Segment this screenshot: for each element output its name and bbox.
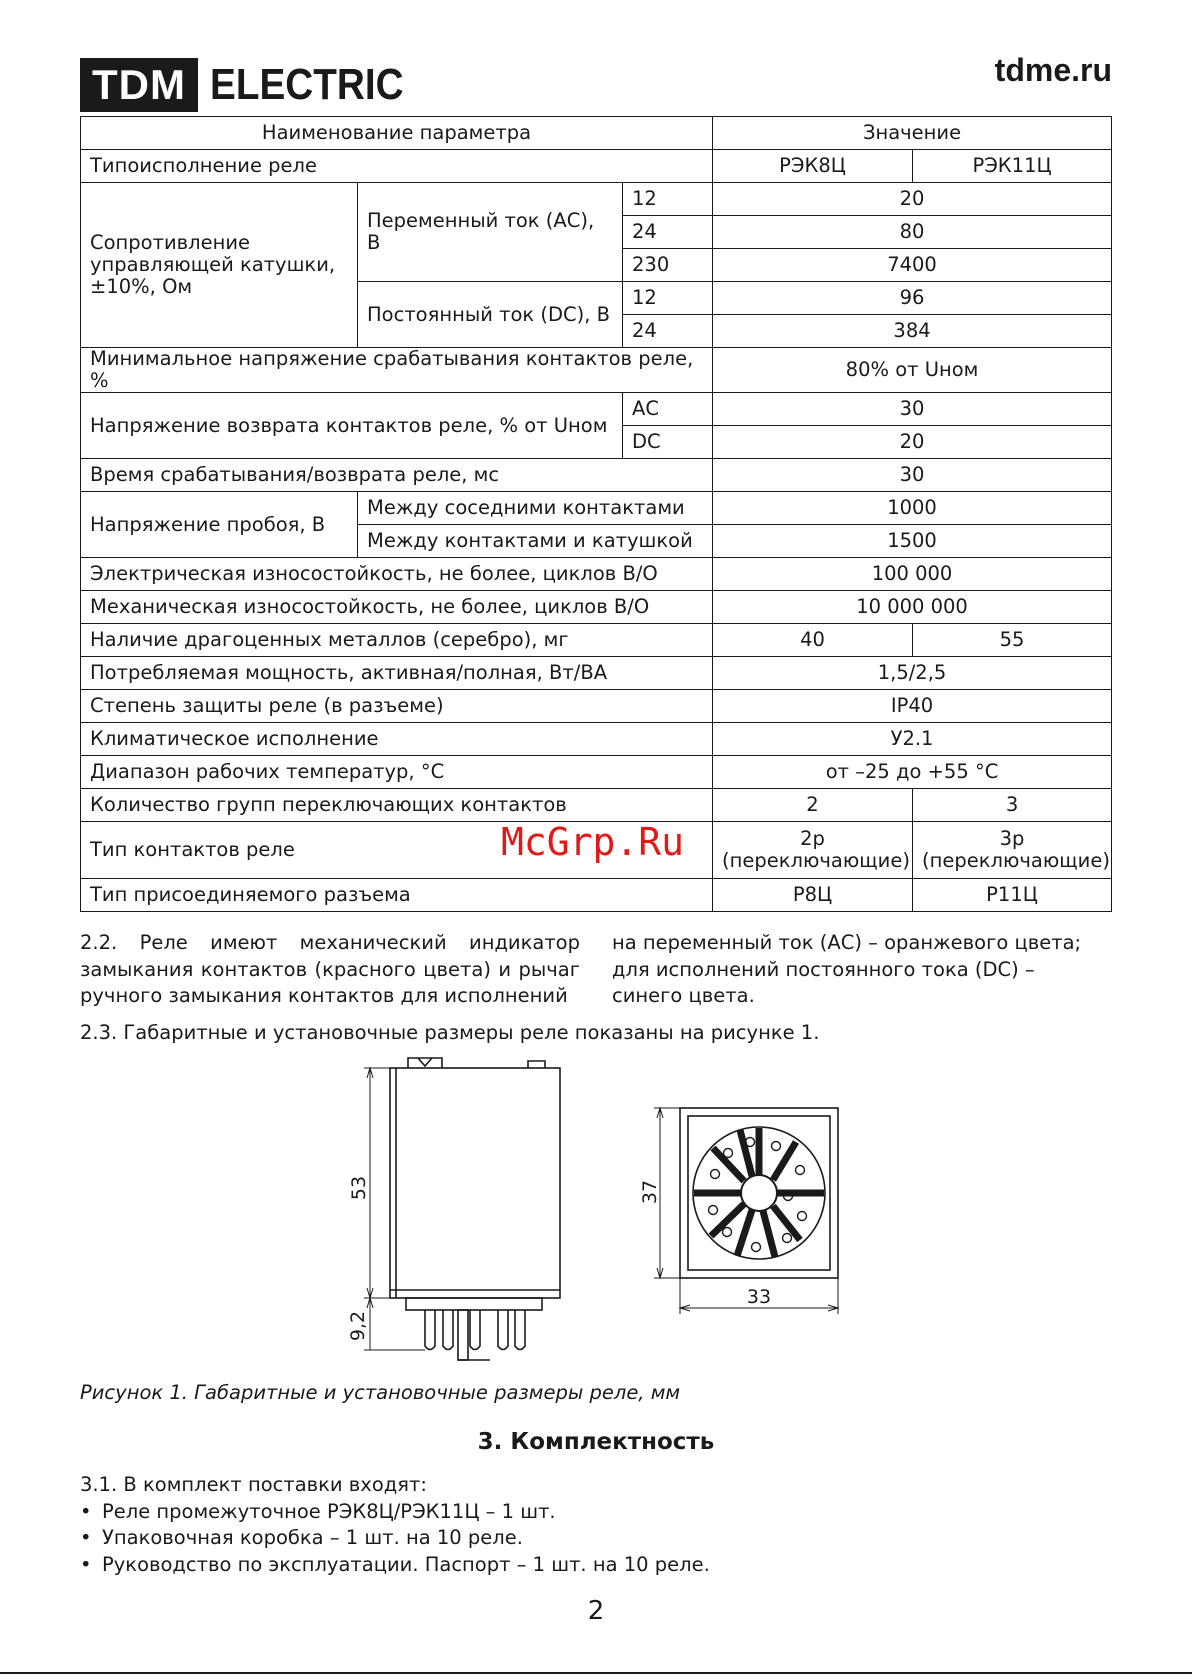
table-row [81,879,1112,912]
table-row [81,150,1112,183]
socket-b: Р11Ц [913,879,1112,912]
contact-type-a [713,822,913,879]
dc-label: Постоянный ток (DC), В [358,282,623,348]
dim-pins: 9,2 [347,1310,369,1342]
ac-resistance: 7400 [713,249,1112,282]
return-dc: DC [623,426,713,459]
table-row [81,822,1112,879]
contact-type-a-1: 2р [800,827,825,850]
ac-resistance: 20 [713,183,1112,216]
breakdown-1-label: Между соседними контактами [358,492,713,525]
dc-resistance: 384 [713,315,1112,348]
min-voltage-label: Минимальное напряжение срабатывания контактов реле, % [81,348,713,393]
watermark: McGrp.Ru [501,820,685,864]
dim-side: 37 [639,1179,661,1205]
dim-height: 53 [348,1175,370,1201]
groups-label: Количество групп переключающих контактов [81,789,713,822]
return-ac: АС [623,393,713,426]
return-ac-value: 30 [713,393,1112,426]
breakdown-2-value: 1500 [713,525,1112,558]
paragraph-2-2-left: 2.2. Реле имеют механический индикатор замыкания контактов (красного цвета) и рычаг ручного замыкания контактов для исполнений [80,931,580,1007]
elec-label: Электрическая износостойкость, не более, циклов В/О [81,558,713,591]
relay-pins [425,1310,525,1360]
socket-spokes [694,1128,824,1257]
site-url: tdme.ru [994,52,1112,88]
figure-caption: Рисунок 1. Габаритные и установочные размеры реле, мм [80,1381,681,1404]
relay-body [390,1068,560,1298]
elec-value: 100 000 [713,558,1112,591]
groups-a: 2 [713,789,913,822]
list-item: • Руководство по эксплуатации. Паспорт – 1 шт. на 10 реле. [80,1552,710,1579]
metal-b: 55 [913,624,1112,657]
temp-value: от –25 до +55 °С [713,756,1112,789]
min-voltage-value: 80% от Uном [713,348,1112,393]
breakdown-1-value: 1000 [713,492,1112,525]
socket-label: Тип присоединяемого разъема [81,879,713,912]
table-row [81,591,1112,624]
type-a: РЭК8Ц [713,150,913,183]
ac-voltage: 24 [623,216,713,249]
paragraph-2-2-right: на переменный ток (АС) – оранжевого цвета; для исполнений постоянного тока (DC) – синего цвета. [612,931,1082,1007]
table-row [81,459,1112,492]
climate-label: Климатическое исполнение [81,723,713,756]
table-row [81,348,1112,393]
contact-type-label-text: Тип контактов реле [90,838,295,861]
dc-voltage: 24 [623,315,713,348]
col-param-header: Наименование параметра [81,117,713,150]
ac-resistance: 80 [713,216,1112,249]
breakdown-label: Напряжение пробоя, В [81,492,358,558]
mech-label: Механическая износостойкость, не более, циклов В/О [81,591,713,624]
table-row [81,558,1112,591]
contact-type-b [913,822,1112,879]
power-label: Потребляемая мощность, активная/полная, Вт/ВА [81,657,713,690]
return-label: Напряжение возврата контактов реле, % от Uном [81,393,623,459]
table-row [81,492,1112,525]
bottom-divider [0,1672,1192,1674]
dim-width: 33 [746,1286,772,1308]
metal-label: Наличие драгоценных металлов (серебро), мг [81,624,713,657]
list-item: • Реле промежуточное РЭК8Ц/РЭК11Ц – 1 шт. [80,1499,710,1526]
table-row [81,657,1112,690]
ip-value: IP40 [713,690,1112,723]
ac-voltage: 230 [623,249,713,282]
spec-table [80,116,1112,912]
ac-voltage: 12 [623,183,713,216]
table-row [81,723,1112,756]
col-value-header: Значение [713,117,1112,150]
section-title: 3. Комплектность [477,1429,715,1455]
return-dc-value: 20 [713,426,1112,459]
list-intro: 3.1. В комплект поставки входят: [80,1473,427,1496]
power-value: 1,5/2,5 [713,657,1112,690]
type-label: Типоисполнение реле [81,150,713,183]
ip-label: Степень защиты реле (в разъеме) [81,690,713,723]
table-row [81,183,1112,216]
table-row [81,690,1112,723]
table-row [81,789,1112,822]
contact-type-label [81,822,713,879]
dc-resistance: 96 [713,282,1112,315]
type-b: РЭК11Ц [913,150,1112,183]
temp-label: Диапазон рабочих температур, °С [81,756,713,789]
contact-type-b-2: (переключающие) [922,849,1110,872]
delivery-list [80,1472,710,1578]
table-row [81,756,1112,789]
breakdown-2-label: Между контактами и катушкой [358,525,713,558]
time-label: Время срабатывания/возврата реле, мс [81,459,713,492]
resistance-label: Сопротивление управляющей катушки, ±10%, Ом [81,183,358,348]
table-row [81,624,1112,657]
metal-a: 40 [713,624,913,657]
contact-type-a-2: (переключающие) [722,849,910,872]
top-tab-right [528,1061,545,1068]
socket-a: Р8Ц [713,879,913,912]
contact-type-b-1: 3р [999,827,1025,850]
table-header-row [81,117,1112,150]
paragraph-2-3: 2.3. Габаритные и установочные размеры реле показаны на рисунке 1. [80,1021,820,1044]
logo-word: ELECTRIC [209,60,404,109]
relay-dimension-drawing [330,1050,850,1370]
groups-b: 3 [913,789,1112,822]
logo-box: TDM [80,58,198,112]
time-value: 30 [713,459,1112,492]
relay-base [406,1298,542,1310]
dc-voltage: 12 [623,282,713,315]
table-row [81,393,1112,426]
page-number: 2 [587,1596,605,1626]
ac-label: Переменный ток (АС), В [358,183,623,282]
climate-value: У2.1 [713,723,1112,756]
list-item: • Упаковочная коробка – 1 шт. на 10 реле. [80,1525,710,1552]
brand-logo [80,58,430,112]
mech-value: 10 000 000 [713,591,1112,624]
